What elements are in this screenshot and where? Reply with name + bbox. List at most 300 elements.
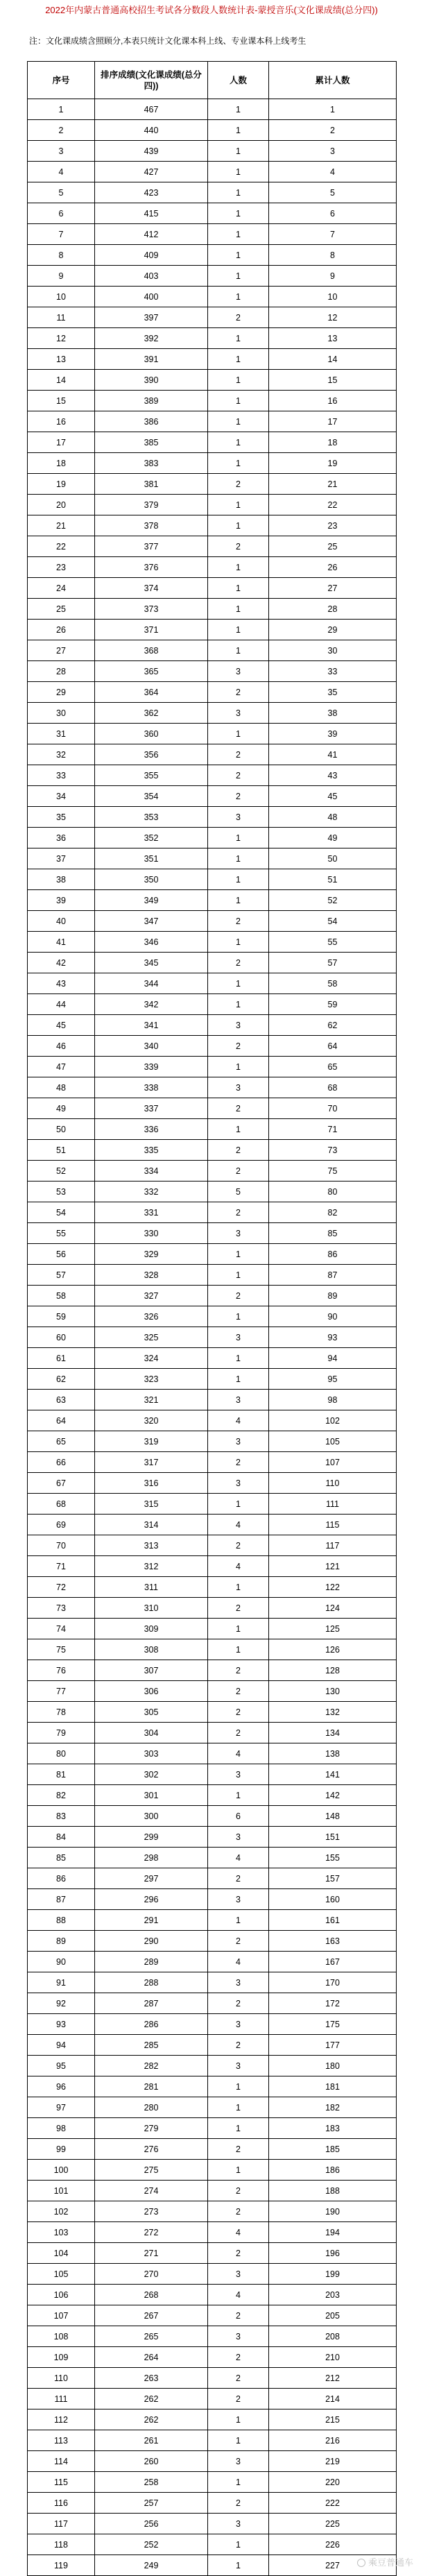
cell-count: 3 <box>208 1431 269 1452</box>
cell-rank: 63 <box>28 1390 95 1410</box>
cell-score: 368 <box>95 640 208 661</box>
cell-cumulative: 214 <box>269 2389 397 2409</box>
table-row <box>28 1140 397 1161</box>
cell-cumulative: 19 <box>269 453 397 474</box>
cell-score: 338 <box>95 1077 208 1098</box>
table-row <box>28 1202 397 1223</box>
cell-count: 2 <box>208 1140 269 1161</box>
table-row <box>28 1286 397 1306</box>
cell-score: 271 <box>95 2243 208 2264</box>
cell-cumulative: 225 <box>269 2514 397 2534</box>
cell-score: 385 <box>95 432 208 453</box>
cell-rank: 14 <box>28 370 95 391</box>
cell-score: 326 <box>95 1306 208 1327</box>
table-row <box>28 411 397 432</box>
cell-rank: 13 <box>28 349 95 370</box>
cell-rank: 57 <box>28 1265 95 1286</box>
cell-cumulative: 13 <box>269 328 397 349</box>
cell-score: 286 <box>95 2014 208 2035</box>
cell-score: 327 <box>95 1286 208 1306</box>
table-row <box>28 474 397 495</box>
cell-rank: 87 <box>28 1889 95 1910</box>
cell-count: 3 <box>208 2514 269 2534</box>
cell-rank: 19 <box>28 474 95 495</box>
cell-count: 1 <box>208 328 269 349</box>
table-row <box>28 1431 397 1452</box>
cell-cumulative: 49 <box>269 828 397 848</box>
table-body <box>28 99 397 2576</box>
cell-rank: 41 <box>28 932 95 953</box>
cell-rank: 39 <box>28 890 95 911</box>
cell-score: 400 <box>95 287 208 307</box>
cell-rank: 111 <box>28 2389 95 2409</box>
header-count: 人数 <box>208 62 269 99</box>
cell-cumulative: 134 <box>269 1723 397 1743</box>
table-row <box>28 495 397 515</box>
table-row <box>28 203 397 224</box>
table-row <box>28 1806 397 1827</box>
table-row <box>28 1785 397 1806</box>
cell-cumulative: 7 <box>269 224 397 245</box>
cell-cumulative: 107 <box>269 1452 397 1473</box>
cell-count: 1 <box>208 1306 269 1327</box>
cell-cumulative: 86 <box>269 1244 397 1265</box>
cell-rank: 119 <box>28 2555 95 2576</box>
cell-cumulative: 43 <box>269 765 397 786</box>
cell-score: 403 <box>95 266 208 287</box>
cell-score: 296 <box>95 1889 208 1910</box>
cell-count: 3 <box>208 1764 269 1785</box>
cell-count: 1 <box>208 224 269 245</box>
cell-cumulative: 212 <box>269 2368 397 2389</box>
table-row <box>28 578 397 599</box>
cell-rank: 108 <box>28 2326 95 2347</box>
cell-count: 2 <box>208 953 269 973</box>
cell-rank: 68 <box>28 1494 95 1515</box>
cell-count: 2 <box>208 2347 269 2368</box>
table-row <box>28 1702 397 1723</box>
cell-rank: 101 <box>28 2181 95 2201</box>
cell-score: 297 <box>95 1868 208 1889</box>
cell-score: 409 <box>95 245 208 266</box>
table-row <box>28 1660 397 1681</box>
cell-rank: 85 <box>28 1848 95 1868</box>
cell-cumulative: 25 <box>269 536 397 557</box>
cell-rank: 35 <box>28 807 95 828</box>
cell-cumulative: 21 <box>269 474 397 495</box>
cell-score: 314 <box>95 1515 208 1535</box>
table-row <box>28 1182 397 1202</box>
cell-count: 3 <box>208 1889 269 1910</box>
cell-rank: 78 <box>28 1702 95 1723</box>
cell-score: 427 <box>95 162 208 182</box>
cell-count: 2 <box>208 2181 269 2201</box>
cell-count: 2 <box>208 1098 269 1119</box>
cell-count: 2 <box>208 2035 269 2056</box>
cell-count: 1 <box>208 973 269 994</box>
table-row <box>28 1515 397 1535</box>
cell-count: 1 <box>208 245 269 266</box>
cell-rank: 90 <box>28 1952 95 1972</box>
cell-count: 1 <box>208 890 269 911</box>
cell-score: 346 <box>95 932 208 953</box>
table-row <box>28 1743 397 1764</box>
table-row <box>28 1827 397 1848</box>
cell-rank: 53 <box>28 1182 95 1202</box>
cell-cumulative: 28 <box>269 599 397 620</box>
cell-score: 276 <box>95 2139 208 2160</box>
cell-rank: 20 <box>28 495 95 515</box>
cell-count: 1 <box>208 2409 269 2430</box>
table-row <box>28 1390 397 1410</box>
cell-cumulative: 182 <box>269 2097 397 2118</box>
cell-rank: 28 <box>28 661 95 682</box>
table-row <box>28 1015 397 1036</box>
cell-cumulative: 41 <box>269 744 397 765</box>
cell-cumulative: 161 <box>269 1910 397 1931</box>
cell-rank: 17 <box>28 432 95 453</box>
cell-score: 252 <box>95 2534 208 2555</box>
cell-rank: 75 <box>28 1639 95 1660</box>
cell-cumulative: 181 <box>269 2076 397 2097</box>
cell-cumulative: 1 <box>269 99 397 120</box>
cell-cumulative: 132 <box>269 1702 397 1723</box>
cell-cumulative: 65 <box>269 1057 397 1077</box>
cell-score: 376 <box>95 557 208 578</box>
cell-score: 280 <box>95 2097 208 2118</box>
cell-rank: 81 <box>28 1764 95 1785</box>
cell-count: 3 <box>208 703 269 724</box>
cell-count: 3 <box>208 2056 269 2076</box>
cell-cumulative: 70 <box>269 1098 397 1119</box>
cell-count: 2 <box>208 2493 269 2514</box>
cell-score: 349 <box>95 890 208 911</box>
cell-rank: 66 <box>28 1452 95 1473</box>
cell-rank: 71 <box>28 1556 95 1577</box>
cell-count: 2 <box>208 1660 269 1681</box>
cell-count: 3 <box>208 661 269 682</box>
cell-rank: 27 <box>28 640 95 661</box>
cell-rank: 25 <box>28 599 95 620</box>
table-row <box>28 932 397 953</box>
table-row <box>28 1910 397 1931</box>
cell-rank: 46 <box>28 1036 95 1057</box>
cell-count: 1 <box>208 848 269 869</box>
cell-rank: 67 <box>28 1473 95 1494</box>
cell-score: 303 <box>95 1743 208 1764</box>
cell-count: 4 <box>208 1410 269 1431</box>
cell-rank: 70 <box>28 1535 95 1556</box>
watermark-logo-icon <box>357 2559 365 2567</box>
cell-rank: 51 <box>28 1140 95 1161</box>
table-row <box>28 2160 397 2181</box>
cell-cumulative: 80 <box>269 1182 397 1202</box>
cell-score: 304 <box>95 1723 208 1743</box>
cell-count: 1 <box>208 391 269 411</box>
table-row <box>28 99 397 120</box>
cell-cumulative: 52 <box>269 890 397 911</box>
cell-score: 306 <box>95 1681 208 1702</box>
cell-count: 1 <box>208 1119 269 1140</box>
cell-count: 2 <box>208 2201 269 2222</box>
cell-cumulative: 15 <box>269 370 397 391</box>
cell-score: 342 <box>95 994 208 1015</box>
cell-count: 2 <box>208 682 269 703</box>
table-row <box>28 640 397 661</box>
cell-count: 3 <box>208 1327 269 1348</box>
cell-rank: 42 <box>28 953 95 973</box>
cell-rank: 38 <box>28 869 95 890</box>
cell-rank: 80 <box>28 1743 95 1764</box>
table-row <box>28 744 397 765</box>
cell-score: 305 <box>95 1702 208 1723</box>
cell-score: 300 <box>95 1806 208 1827</box>
cell-score: 310 <box>95 1598 208 1619</box>
cell-score: 351 <box>95 848 208 869</box>
cell-score: 383 <box>95 453 208 474</box>
table-row <box>28 391 397 411</box>
cell-cumulative: 126 <box>269 1639 397 1660</box>
cell-rank: 54 <box>28 1202 95 1223</box>
cell-count: 4 <box>208 2222 269 2243</box>
cell-score: 374 <box>95 578 208 599</box>
cell-score: 439 <box>95 141 208 162</box>
cell-count: 1 <box>208 1910 269 1931</box>
cell-count: 1 <box>208 2555 269 2576</box>
cell-count: 3 <box>208 1972 269 1993</box>
table-row <box>28 1369 397 1390</box>
cell-cumulative: 205 <box>269 2305 397 2326</box>
cell-score: 423 <box>95 182 208 203</box>
cell-score: 267 <box>95 2305 208 2326</box>
cell-count: 2 <box>208 1161 269 1182</box>
table-row <box>28 1535 397 1556</box>
cell-count: 1 <box>208 2097 269 2118</box>
cell-cumulative: 33 <box>269 661 397 682</box>
page-title: 2022年内蒙古普通高校招生考试各分数段人数统计表-蒙授音乐(文化课成绩(总分四)) <box>45 5 378 15</box>
cell-score: 364 <box>95 682 208 703</box>
cell-score: 262 <box>95 2409 208 2430</box>
cell-score: 328 <box>95 1265 208 1286</box>
table-row <box>28 2181 397 2201</box>
cell-count: 1 <box>208 620 269 640</box>
cell-rank: 73 <box>28 1598 95 1619</box>
table-row <box>28 2222 397 2243</box>
cell-count: 1 <box>208 99 269 120</box>
cell-score: 332 <box>95 1182 208 1202</box>
cell-rank: 91 <box>28 1972 95 1993</box>
cell-count: 2 <box>208 1535 269 1556</box>
cell-count: 4 <box>208 1848 269 1868</box>
table-row <box>28 1098 397 1119</box>
table-row <box>28 2389 397 2409</box>
cell-rank: 118 <box>28 2534 95 2555</box>
cell-rank: 95 <box>28 2056 95 2076</box>
cell-score: 337 <box>95 1098 208 1119</box>
cell-cumulative: 138 <box>269 1743 397 1764</box>
cell-score: 275 <box>95 2160 208 2181</box>
cell-rank: 12 <box>28 328 95 349</box>
table-row <box>28 536 397 557</box>
cell-score: 313 <box>95 1535 208 1556</box>
table-row <box>28 2451 397 2472</box>
cell-rank: 3 <box>28 141 95 162</box>
watermark-text: 乘豆普通车 <box>368 2557 413 2568</box>
table-row <box>28 1639 397 1660</box>
cell-cumulative: 93 <box>269 1327 397 1348</box>
cell-score: 352 <box>95 828 208 848</box>
table-row <box>28 349 397 370</box>
cell-rank: 112 <box>28 2409 95 2430</box>
table-row <box>28 1265 397 1286</box>
table-row <box>28 2285 397 2305</box>
cell-cumulative: 3 <box>269 141 397 162</box>
table-row <box>28 724 397 744</box>
cell-rank: 44 <box>28 994 95 1015</box>
cell-cumulative: 5 <box>269 182 397 203</box>
cell-count: 1 <box>208 1369 269 1390</box>
table-row <box>28 828 397 848</box>
cell-score: 355 <box>95 765 208 786</box>
cell-count: 1 <box>208 370 269 391</box>
cell-score: 365 <box>95 661 208 682</box>
cell-score: 270 <box>95 2264 208 2285</box>
cell-score: 279 <box>95 2118 208 2139</box>
table-row <box>28 661 397 682</box>
table-row <box>28 869 397 890</box>
cell-count: 2 <box>208 744 269 765</box>
cell-count: 4 <box>208 1952 269 1972</box>
cell-rank: 105 <box>28 2264 95 2285</box>
cell-cumulative: 183 <box>269 2118 397 2139</box>
cell-count: 3 <box>208 1390 269 1410</box>
cell-score: 334 <box>95 1161 208 1182</box>
table-row <box>28 2326 397 2347</box>
table-row <box>28 2264 397 2285</box>
cell-cumulative: 194 <box>269 2222 397 2243</box>
cell-cumulative: 122 <box>269 1577 397 1598</box>
cell-rank: 60 <box>28 1327 95 1348</box>
cell-score: 285 <box>95 2035 208 2056</box>
cell-cumulative: 14 <box>269 349 397 370</box>
table-row <box>28 141 397 162</box>
table-row <box>28 1889 397 1910</box>
cell-cumulative: 23 <box>269 515 397 536</box>
cell-rank: 99 <box>28 2139 95 2160</box>
cell-count: 1 <box>208 2534 269 2555</box>
cell-score: 371 <box>95 620 208 640</box>
cell-score: 273 <box>95 2201 208 2222</box>
table-row <box>28 307 397 328</box>
cell-count: 1 <box>208 515 269 536</box>
cell-count: 2 <box>208 1036 269 1057</box>
cell-count: 2 <box>208 536 269 557</box>
cell-score: 289 <box>95 1952 208 1972</box>
cell-score: 319 <box>95 1431 208 1452</box>
cell-score: 287 <box>95 1993 208 2014</box>
cell-cumulative: 59 <box>269 994 397 1015</box>
table-row <box>28 1598 397 1619</box>
cell-count: 1 <box>208 432 269 453</box>
cell-count: 2 <box>208 2139 269 2160</box>
cell-count: 1 <box>208 932 269 953</box>
cell-count: 1 <box>208 453 269 474</box>
cell-score: 353 <box>95 807 208 828</box>
cell-count: 2 <box>208 1598 269 1619</box>
cell-count: 3 <box>208 2264 269 2285</box>
cell-cumulative: 160 <box>269 1889 397 1910</box>
cell-cumulative: 222 <box>269 2493 397 2514</box>
cell-rank: 89 <box>28 1931 95 1952</box>
cell-cumulative: 216 <box>269 2430 397 2451</box>
cell-cumulative: 90 <box>269 1306 397 1327</box>
cell-rank: 16 <box>28 411 95 432</box>
table-row <box>28 1764 397 1785</box>
cell-rank: 40 <box>28 911 95 932</box>
table-row <box>28 765 397 786</box>
cell-cumulative: 175 <box>269 2014 397 2035</box>
cell-score: 397 <box>95 307 208 328</box>
cell-count: 1 <box>208 266 269 287</box>
cell-score: 325 <box>95 1327 208 1348</box>
cell-count: 3 <box>208 1223 269 1244</box>
cell-count: 1 <box>208 2430 269 2451</box>
cell-score: 290 <box>95 1931 208 1952</box>
cell-rank: 113 <box>28 2430 95 2451</box>
cell-count: 1 <box>208 2160 269 2181</box>
cell-count: 4 <box>208 1556 269 1577</box>
cell-count: 1 <box>208 1785 269 1806</box>
cell-cumulative: 62 <box>269 1015 397 1036</box>
cell-count: 2 <box>208 2368 269 2389</box>
cell-cumulative: 111 <box>269 1494 397 1515</box>
cell-score: 381 <box>95 474 208 495</box>
cell-score: 307 <box>95 1660 208 1681</box>
cell-score: 467 <box>95 99 208 120</box>
table-row <box>28 2201 397 2222</box>
cell-rank: 30 <box>28 703 95 724</box>
cell-count: 2 <box>208 786 269 807</box>
cell-cumulative: 10 <box>269 287 397 307</box>
cell-count: 1 <box>208 182 269 203</box>
cell-cumulative: 186 <box>269 2160 397 2181</box>
cell-count: 1 <box>208 120 269 141</box>
cell-rank: 15 <box>28 391 95 411</box>
cell-cumulative: 141 <box>269 1764 397 1785</box>
cell-count: 1 <box>208 557 269 578</box>
cell-cumulative: 29 <box>269 620 397 640</box>
cell-count: 4 <box>208 2285 269 2305</box>
cell-count: 2 <box>208 474 269 495</box>
cell-rank: 114 <box>28 2451 95 2472</box>
cell-rank: 22 <box>28 536 95 557</box>
cell-cumulative: 75 <box>269 1161 397 1182</box>
cell-count: 1 <box>208 2118 269 2139</box>
cell-cumulative: 130 <box>269 1681 397 1702</box>
cell-rank: 117 <box>28 2514 95 2534</box>
cell-cumulative: 185 <box>269 2139 397 2160</box>
cell-count: 1 <box>208 1619 269 1639</box>
cell-rank: 52 <box>28 1161 95 1182</box>
cell-rank: 21 <box>28 515 95 536</box>
table-row <box>28 1036 397 1057</box>
cell-rank: 102 <box>28 2201 95 2222</box>
cell-score: 329 <box>95 1244 208 1265</box>
cell-score: 386 <box>95 411 208 432</box>
cell-cumulative: 208 <box>269 2326 397 2347</box>
cell-cumulative: 190 <box>269 2201 397 2222</box>
cell-cumulative: 226 <box>269 2534 397 2555</box>
